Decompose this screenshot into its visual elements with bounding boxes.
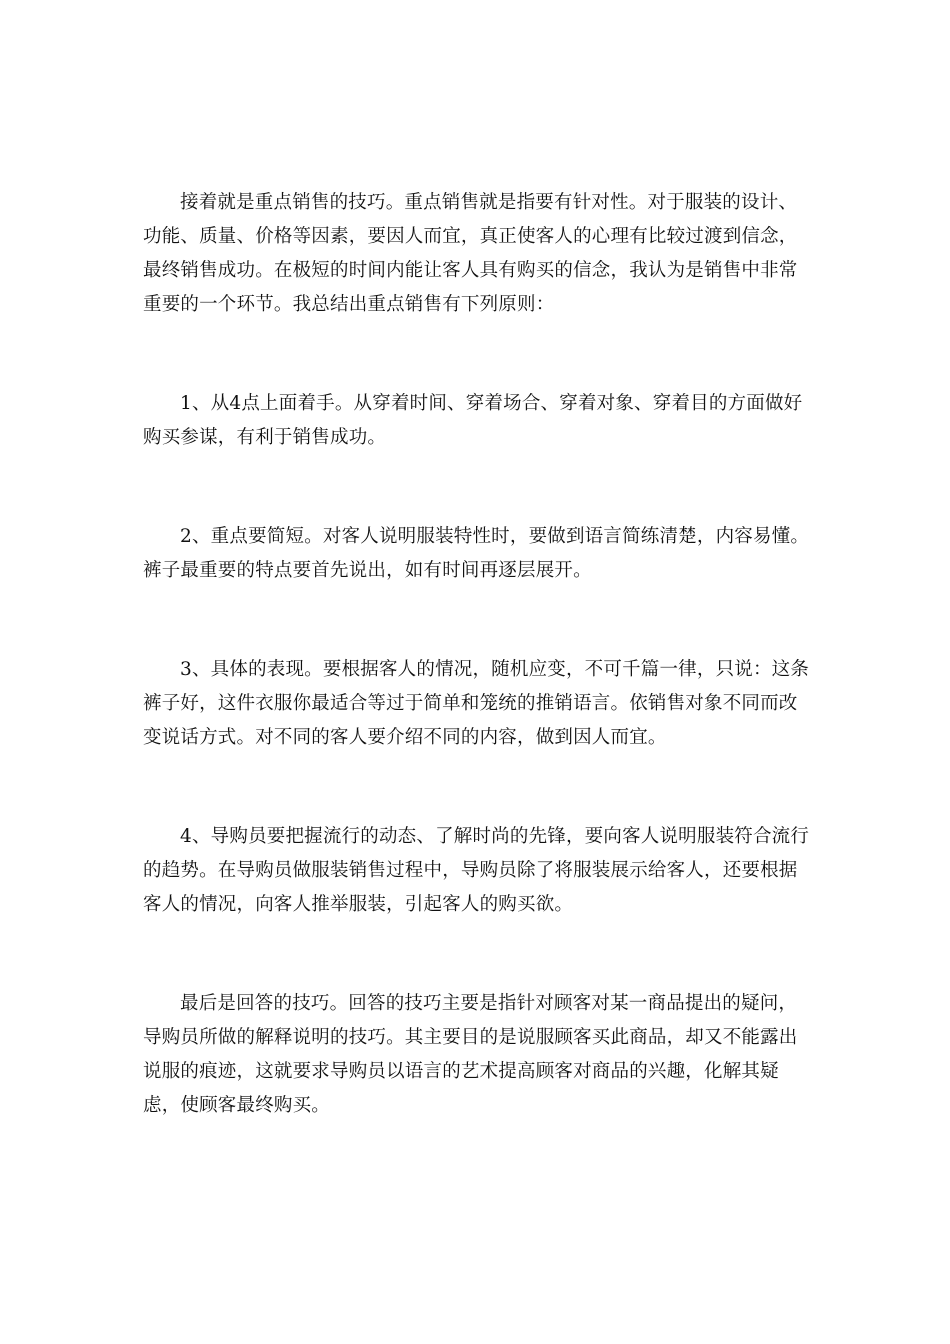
document-body <box>143 186 811 1123</box>
paragraph-principle-1: 1、从4点上面着手。从穿着时间、穿着场合、穿着对象、穿着目的方面做好购买参谋，有利于销售成功。 <box>143 393 803 448</box>
paragraph-answer-technique: 最后是回答的技巧。回答的技巧主要是指针对顾客对某一商品提出的疑问，导购员所做的解释说明的技巧。其主要目的是说服顾客买此商品，却又不能露出说服的痕迹，这就要求导购员以语言的艺术提高顾客对商品的兴趣，化解其疑虑，使顾客最终购买。 <box>143 993 798 1116</box>
paragraph-principle-2: 2、重点要简短。对客人说明服装特性时，要做到语言简练清楚，内容易懂。裤子最重要的特点要首先说出，如有时间再逐层展开。 <box>143 526 810 581</box>
paragraph-principle-3: 3、具体的表现。要根据客人的情况，随机应变，不可千篇一律，只说：这条裤子好，这件衣服你最适合等过于简单和笼统的推销语言。依销售对象不同而改变说话方式。对不同的客人要介绍不同的内容，做到因人而宜。 <box>143 659 810 748</box>
paragraph-principle-4: 4、导购员要把握流行的动态、了解时尚的先锋，要向客人说明服装符合流行的趋势。在导购员做服装销售过程中，导购员除了将服装展示给客人，还要根据客人的情况，向客人推举服装，引起客人的购买欲。 <box>143 826 810 915</box>
paragraph-intro: 接着就是重点销售的技巧。重点销售就是指要有针对性。对于服装的设计、功能、质量、价格等因素，要因人而宜，真正使客人的心理有比较过渡到信念，最终销售成功。在极短的时间内能让客人具有购买的信念，我认为是销售中非常重要的一个环节。我总结出重点销售有下列原则： <box>143 192 798 315</box>
